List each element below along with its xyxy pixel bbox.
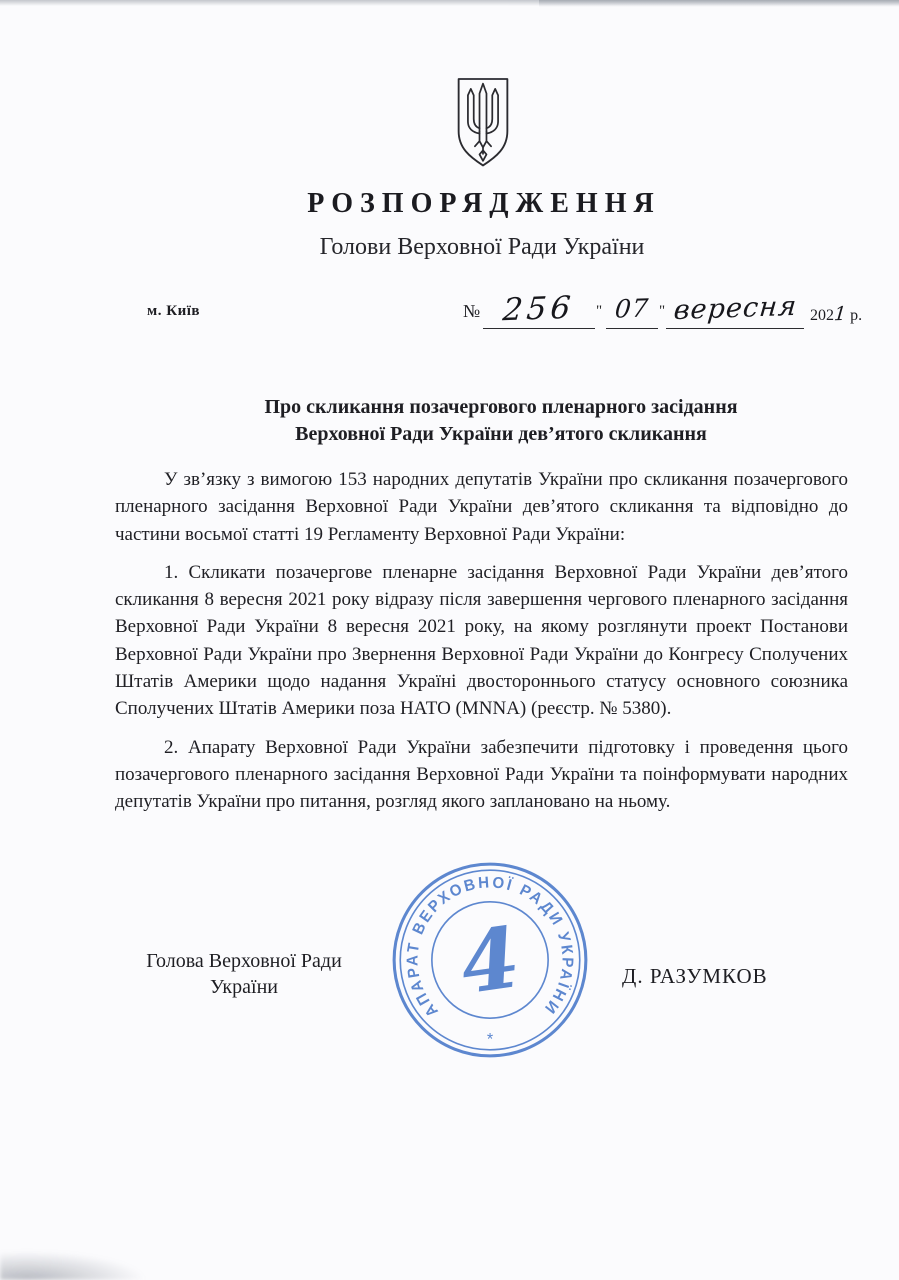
signatory-position-line-2: України — [210, 976, 278, 998]
intro-paragraph: У зв’язку з вимогою 153 народних депутатів України про скликання позачергового пленарного засідання Верховної Ради України дев’ятого скликання та відповідно до частини восьмої статті 19 Регламенту Верховної Ради України: — [115, 469, 848, 545]
signatory-position — [128, 948, 360, 1000]
date-month-field — [666, 292, 804, 329]
signatory-position-line-1: Голова Верховної Ради — [146, 950, 342, 972]
date-day-field — [606, 292, 658, 329]
number-sign: № — [463, 301, 481, 321]
handwritten-number: 256 — [501, 289, 577, 329]
place-label: м. Київ — [147, 303, 201, 319]
document-body — [115, 466, 848, 827]
document-issuer: Голови Верховної Ради України — [319, 234, 645, 260]
ukraine-trident-emblem-icon — [454, 76, 512, 174]
scan-edge-artifact — [0, 0, 899, 6]
item-1-paragraph: 1. Скликати позачергове пленарне засідання Верховної Ради України дев’ятого скликання 8 вересня 2021 року відразу після завершення чергового пленарного засідання Верховної Ради України 8 вересня 2021 року, на якому розглянути проект Постанови Верховної Ради України про Звернення Верховної Ради України до Конгресу Сполучених Штатів Америки щодо надання Україні двостороннього статусу основного союзника Сполучених Штатів Америки поза НАТО (MNNA) (реєстр. № 5380). — [115, 561, 848, 720]
subject-line-1: Про скликання позачергового пленарного засідання — [264, 396, 738, 418]
official-round-stamp — [388, 858, 592, 1067]
subject-heading — [115, 394, 887, 448]
scan-smudge-artifact — [0, 1250, 150, 1280]
stamp-center-number: 4 — [454, 907, 526, 1014]
subject-line-2: Верховної Ради України дев’ятого скликання — [295, 423, 707, 445]
handwritten-month: вересня — [672, 290, 799, 327]
date-close-quote: " — [659, 303, 666, 319]
date-open-quote: " — [596, 303, 603, 319]
stamp-ring-text: АПАРАТ ВЕРХОВНОЇ РАДИ УКРАЇНИ — [404, 874, 576, 1020]
item-2-paragraph: 2. Апарату Верховної Ради України забезпечити підготовку і проведення цього позачергового пленарного засідання Верховної Ради України та поінформувати народних депутатів України про питання, розгляд якого заплановано на ньому. — [115, 736, 848, 813]
year-printed: 202 — [810, 307, 834, 324]
document-number-field — [483, 289, 595, 329]
year-suffix: р. — [846, 307, 863, 324]
document-type-title: РОЗПОРЯДЖЕННЯ — [307, 188, 661, 219]
handwritten-year-digit: 1 — [833, 302, 848, 326]
stamp-bottom-star: * — [486, 1030, 494, 1049]
date-year — [810, 303, 862, 325]
signatory-name: Д. РАЗУМКОВ — [622, 964, 768, 988]
handwritten-day: 07 — [613, 293, 651, 324]
